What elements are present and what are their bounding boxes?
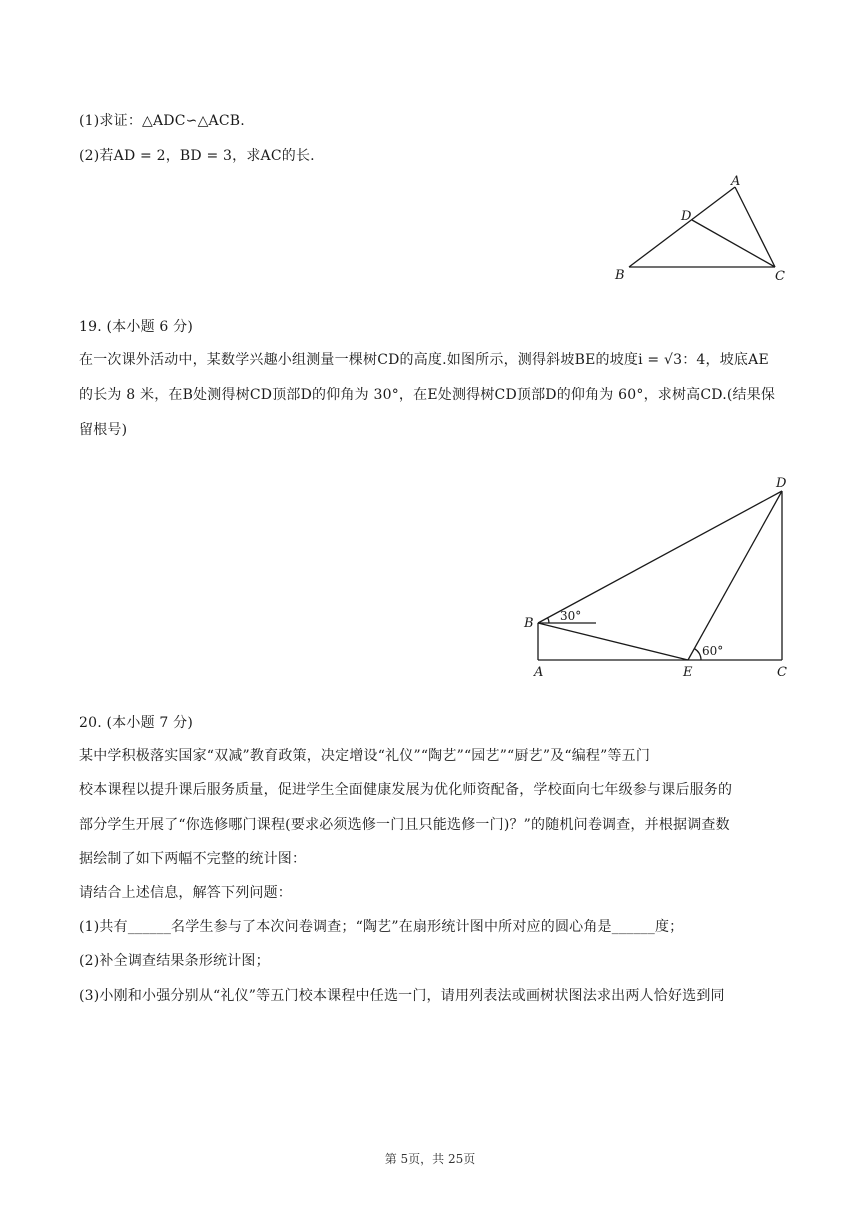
q19-label-d: D	[776, 476, 787, 491]
q18-part1: (1)求证：△ADC∽△ACB.	[79, 113, 245, 129]
q19-angle-60-label: 60°	[702, 644, 724, 658]
q18-label-a: A	[731, 174, 741, 189]
q19-angle-30-label: 30°	[560, 609, 582, 623]
q18-label-b: B	[615, 268, 625, 283]
q20-text-line3: 部分学生开展了“你选修哪门课程(要求必须选修一门且只能选修一门)？”的随机问卷调查，并根据调查数	[79, 817, 730, 833]
q19-label-c: C	[777, 665, 787, 680]
q18-label-d: D	[681, 209, 692, 224]
q19-text-line2: 的长为 8 米，在B处测得树CD顶部D的仰角为 30°，在E处测得树CD顶部D的仰角为 60°，求树高CD.(结果保	[79, 387, 776, 403]
q19-label-a: A	[534, 665, 544, 680]
q18-part2: (2)若AD = 2，BD = 3，求AC的长.	[79, 148, 315, 164]
q20-text-line7: (2)补全调查结果条形统计图；	[79, 953, 270, 969]
q19-text-line1: 在一次课外活动中，某数学兴趣小组测量一棵树CD的高度.如图所示，测得斜坡BE的坡度i = √3：4，坡底AE	[79, 352, 769, 368]
page-footer: 第 5页，共 25页	[384, 1152, 476, 1166]
q20-text-line5: 请结合上述信息，解答下列问题：	[79, 885, 292, 901]
q18-triangle-figure	[605, 168, 795, 288]
q18-label-c: C	[775, 269, 785, 284]
q19-label-b: B	[524, 616, 534, 631]
q20-text-line1: 某中学积极落实国家“双减”教育政策，决定增设“礼仪”“陶艺”“园艺”“厨艺”及“编程”等五门	[79, 748, 651, 764]
q19-header: 19. (本小题 6 分)	[79, 319, 194, 335]
q20-text-line6: (1)共有______名学生参与了本次问卷调查；“陶艺”在扇形统计图中所对应的圆心角是______度；	[79, 919, 684, 935]
q20-text-line4: 据绘制了如下两幅不完整的统计图：	[79, 851, 307, 867]
q19-label-e: E	[683, 665, 693, 680]
q19-text-line3: 留根号)	[79, 422, 128, 438]
q20-text-line2: 校本课程以提升课后服务质量，促进学生全面健康发展为优化师资配备，学校面向七年级参与课后服务的	[79, 782, 733, 798]
q20-header: 20. (本小题 7 分)	[79, 715, 194, 731]
q19-slope-figure	[518, 472, 798, 682]
q20-text-line8: (3)小刚和小强分别从“礼仪”等五门校本课程中任选一门，请用列表法或画树状图法求出两人恰好选到同	[79, 988, 725, 1004]
